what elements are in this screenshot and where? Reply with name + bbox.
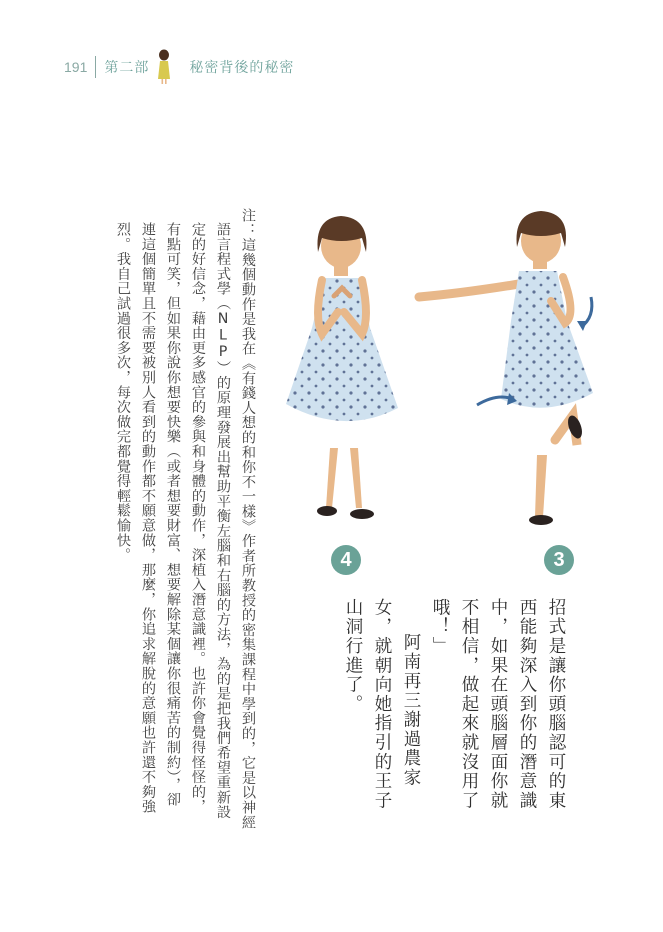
step-number-badge: 3 [544,545,574,575]
body-line: 招式是讓你頭腦認可的東 [546,598,566,811]
body-line: 阿南再三謝過農家 [401,633,421,788]
footnote-line: 語言程式學（NLP）的原理發展出幫助平衡左腦和右腦的方法，為的是把我們希望重新設 [215,222,231,820]
page-number: 191 [64,59,88,75]
footnote-line: 注：這幾個動作是我在《有錢人想的和你不一樣》作者所教授的密集課程中學到的，它是以神經 [240,208,256,830]
body-text [300,598,570,858]
body-line: 山洞行進了。 [343,598,363,714]
illustration-pose-3 [405,205,605,540]
footnote-line: 連這個簡單且不需要被別人看到的動作都不願意做，那麼，你追求解脫的意願也許還不夠強 [140,222,156,815]
body-line: 中，如果在頭腦層面你就 [488,598,508,811]
girl-figure-icon [157,49,171,85]
body-line: 女，就朝向她指引的王子 [372,598,392,811]
footnote-line: 定的好信念，藉由更多感官的參與和身體的動作，深植入潛意識裡。也許你會覺得怪怪的， [190,222,206,815]
section-title: 秘密背後的秘密 [189,60,295,76]
part-label: 第二部 [104,60,150,76]
header-divider [95,56,96,78]
illustration-pose-4 [278,208,408,538]
running-header [64,52,294,82]
footnote [100,208,260,848]
body-line: 不相信，做起來就沒用了 [459,598,479,811]
step-number-badge: 4 [331,545,361,575]
footnote-line: 有點可笑，但如果你說你想要快樂（或者想要財富、想要解除某個讓你很痛苦的制約），卻 [165,222,181,808]
footnote-line: 烈。我自己試過很多次，每次做完都覺得輕鬆愉快。 [115,222,131,563]
body-line: 哦！」 [430,598,450,656]
body-line: 西能夠深入到你的潛意識 [517,598,537,811]
